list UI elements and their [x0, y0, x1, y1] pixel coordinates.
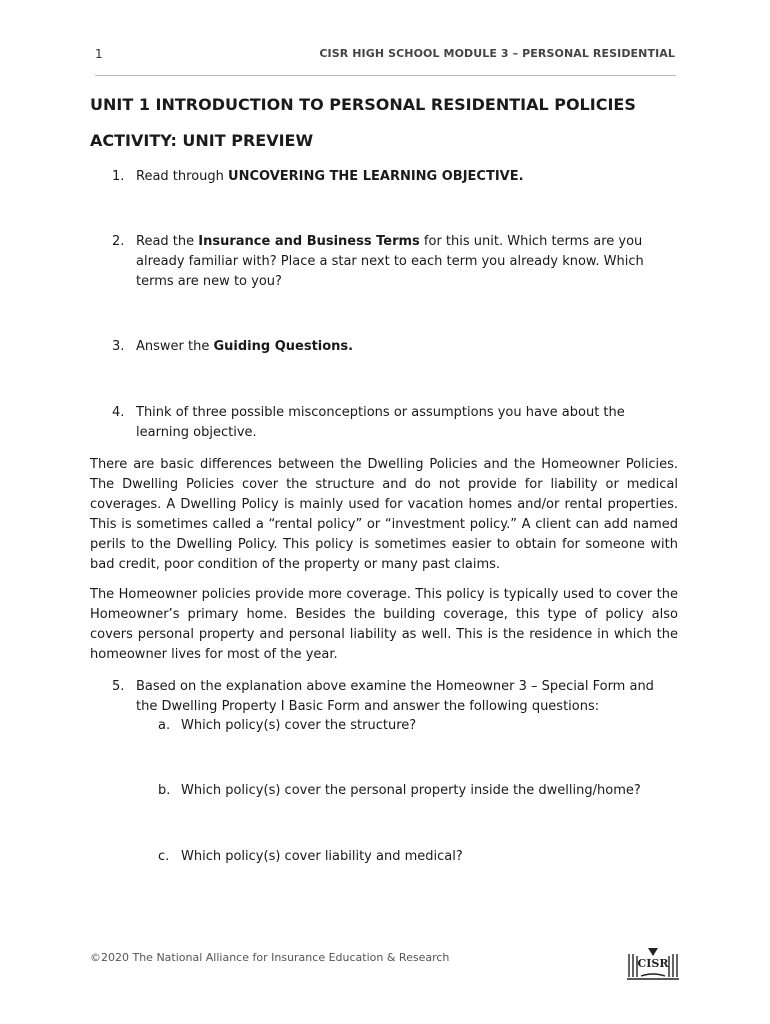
- item-text-pre: Read the: [136, 234, 199, 249]
- sub-item-letter: c.: [158, 849, 170, 864]
- item-text-pre: Answer the: [136, 339, 214, 354]
- sub-item-text: Which policy(s) cover liability and medical?: [181, 849, 463, 864]
- running-head: CISR HIGH SCHOOL MODULE 3 – PERSONAL RESIDENTIAL: [319, 47, 675, 60]
- sub-item-text: Which policy(s) cover the personal property inside the dwelling/home?: [181, 783, 641, 798]
- item-number: 2.: [112, 234, 125, 249]
- item-number: 1.: [112, 169, 125, 184]
- item-text: Based on the explanation above examine the Homeowner 3 – Special Form and the Dwelling Property I Basic Form and answer the following questions:: [136, 679, 654, 714]
- paragraph-dwelling: There are basic differences between the Dwelling Policies and the Homeowner Policies. The Dwelling Policies cover the structure and do not provide for liability or medical coverages. A Dwelling Policy is mainly used for vacation homes and/or rental properties. This is sometimes called a “rental policy” or “investment policy.” A client can add named perils to the Dwelling Policy. This policy is sometimes easier to obtain for someone with bad credit, poor condition of the property or many past claims.: [90, 457, 678, 572]
- item-text: [136, 337, 678, 357]
- item-number: 3.: [112, 339, 125, 354]
- logo-text: CISR: [637, 957, 669, 970]
- item-text-pre: Read through: [136, 169, 229, 184]
- item-number: 5.: [112, 679, 125, 694]
- unit-title: UNIT 1 INTRODUCTION TO PERSONAL RESIDENTIAL POLICIES: [90, 95, 636, 114]
- header-divider: [95, 75, 676, 76]
- page-header: [95, 47, 675, 67]
- item-text: [136, 232, 678, 292]
- item-text: [136, 167, 678, 187]
- sub-item-letter: a.: [158, 718, 171, 733]
- footer-copyright: ©2020 The National Alliance for Insurance Education & Research: [90, 951, 450, 964]
- sub-item-letter: b.: [158, 783, 171, 798]
- paragraph-homeowner: The Homeowner policies provide more coverage. This policy is typically used to cover the Homeowner’s primary home. Besides the building coverage, this type of policy also covers personal property and personal liability as well. This is the residence in which the homeowner lives for most of the year.: [90, 587, 678, 662]
- cisr-logo: [626, 946, 680, 982]
- item-number: 4.: [112, 405, 125, 420]
- item-text-bold: Insurance and Business Terms: [198, 234, 420, 249]
- sub-item-text: Which policy(s) cover the structure?: [181, 718, 417, 733]
- item-text-bold: UNCOVERING THE LEARNING OBJECTIVE.: [228, 169, 524, 184]
- item-text-bold: Guiding Questions.: [213, 339, 354, 354]
- activity-title: ACTIVITY: UNIT PREVIEW: [90, 131, 314, 150]
- page-number: 1: [95, 47, 103, 61]
- item-text-post: for this unit. Which terms are you already familiar with? Place a star next to each term you already know. Which terms are new to you?: [136, 234, 644, 289]
- item-text: Think of three possible misconceptions or assumptions you have about the learning objective.: [136, 405, 625, 440]
